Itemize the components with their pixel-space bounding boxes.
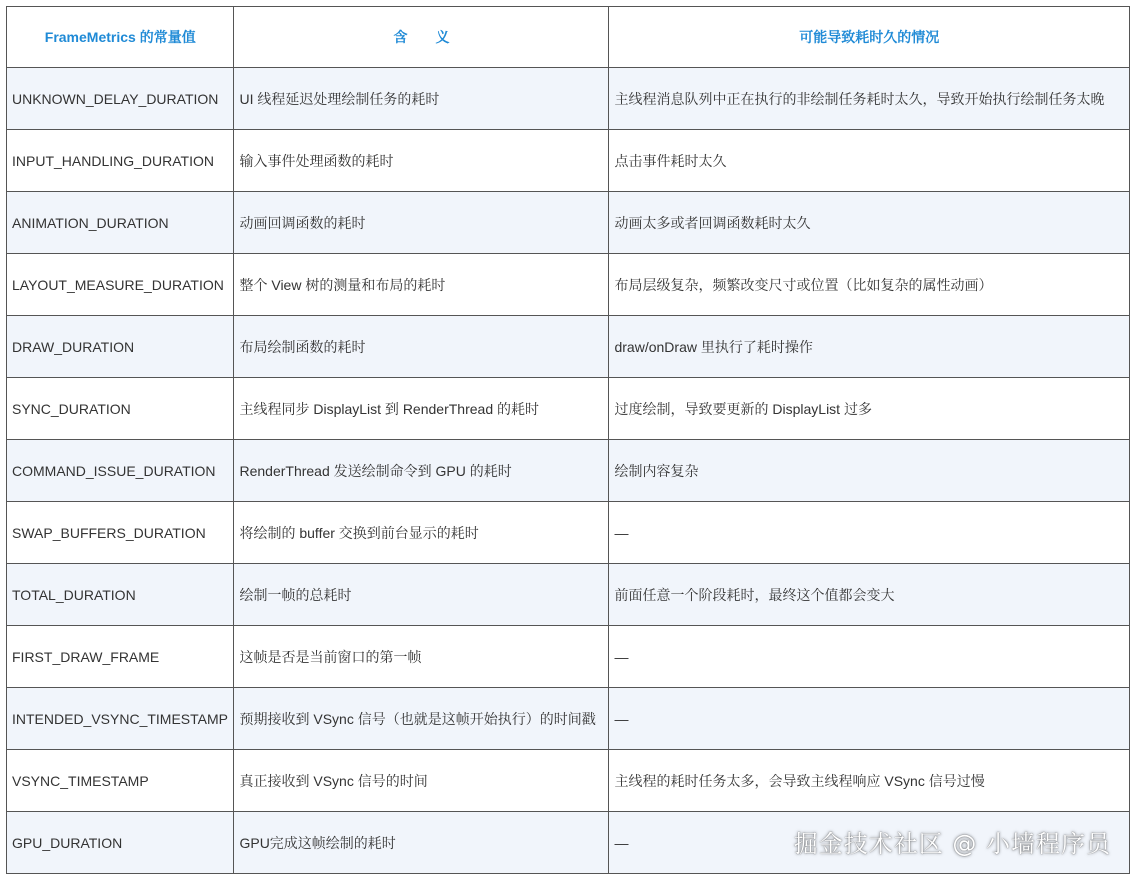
header-row [7, 7, 1130, 68]
cell-constant: INPUT_HANDLING_DURATION [7, 130, 234, 192]
cell-cause: 主线程的耗时任务太多，会导致主线程响应 VSync 信号过慢 [609, 750, 1130, 812]
cell-constant: SWAP_BUFFERS_DURATION [7, 502, 234, 564]
cell-constant: TOTAL_DURATION [7, 564, 234, 626]
cell-cause: 主线程消息队列中正在执行的非绘制任务耗时太久，导致开始执行绘制任务太晚 [609, 68, 1130, 130]
cell-meaning: 这帧是否是当前窗口的第一帧 [234, 626, 609, 688]
cell-cause: — [609, 502, 1130, 564]
cell-cause: — [609, 688, 1130, 750]
cell-cause: 过度绘制，导致要更新的 DisplayList 过多 [609, 378, 1130, 440]
cell-constant: COMMAND_ISSUE_DURATION [7, 440, 234, 502]
cell-cause: 动画太多或者回调函数耗时太久 [609, 192, 1130, 254]
cell-constant: VSYNC_TIMESTAMP [7, 750, 234, 812]
table-row [7, 440, 1130, 502]
table-row [7, 378, 1130, 440]
table-row [7, 68, 1130, 130]
cell-constant: SYNC_DURATION [7, 378, 234, 440]
table-row [7, 502, 1130, 564]
cell-cause: — [609, 812, 1130, 874]
cell-meaning: 主线程同步 DisplayList 到 RenderThread 的耗时 [234, 378, 609, 440]
table-row [7, 254, 1130, 316]
header-constant: FrameMetrics 的常量值 [7, 7, 234, 68]
table-header [7, 7, 1130, 68]
cell-meaning: 动画回调函数的耗时 [234, 192, 609, 254]
frame-metrics-table-container [6, 6, 1130, 874]
header-meaning: 含 义 [234, 7, 609, 68]
cell-meaning: 预期接收到 VSync 信号（也就是这帧开始执行）的时间戳 [234, 688, 609, 750]
table-row [7, 316, 1130, 378]
cell-cause: 布局层级复杂，频繁改变尺寸或位置（比如复杂的属性动画） [609, 254, 1130, 316]
cell-meaning: GPU完成这帧绘制的耗时 [234, 812, 609, 874]
cell-meaning: 真正接收到 VSync 信号的时间 [234, 750, 609, 812]
header-cause: 可能导致耗时久的情况 [609, 7, 1130, 68]
cell-meaning: 绘制一帧的总耗时 [234, 564, 609, 626]
table-row [7, 626, 1130, 688]
cell-constant: GPU_DURATION [7, 812, 234, 874]
cell-cause: draw/onDraw 里执行了耗时操作 [609, 316, 1130, 378]
cell-meaning: RenderThread 发送绘制命令到 GPU 的耗时 [234, 440, 609, 502]
cell-cause: 前面任意一个阶段耗时，最终这个值都会变大 [609, 564, 1130, 626]
cell-constant: INTENDED_VSYNC_TIMESTAMP [7, 688, 234, 750]
table-row [7, 564, 1130, 626]
cell-constant: UNKNOWN_DELAY_DURATION [7, 68, 234, 130]
cell-meaning: 整个 View 树的测量和布局的耗时 [234, 254, 609, 316]
cell-meaning: UI 线程延迟处理绘制任务的耗时 [234, 68, 609, 130]
table-row [7, 130, 1130, 192]
table-row [7, 688, 1130, 750]
table-body [7, 68, 1130, 874]
cell-cause: 绘制内容复杂 [609, 440, 1130, 502]
cell-constant: FIRST_DRAW_FRAME [7, 626, 234, 688]
table-row [7, 750, 1130, 812]
cell-cause: 点击事件耗时太久 [609, 130, 1130, 192]
watermark: 掘金技术社区 @ 小墙程序员 [793, 830, 1111, 858]
frame-metrics-table [6, 6, 1130, 874]
cell-meaning: 布局绘制函数的耗时 [234, 316, 609, 378]
table-row [7, 192, 1130, 254]
cell-constant: DRAW_DURATION [7, 316, 234, 378]
cell-meaning: 将绘制的 buffer 交换到前台显示的耗时 [234, 502, 609, 564]
cell-constant: ANIMATION_DURATION [7, 192, 234, 254]
cell-meaning: 输入事件处理函数的耗时 [234, 130, 609, 192]
cell-constant: LAYOUT_MEASURE_DURATION [7, 254, 234, 316]
cell-cause: — [609, 626, 1130, 688]
